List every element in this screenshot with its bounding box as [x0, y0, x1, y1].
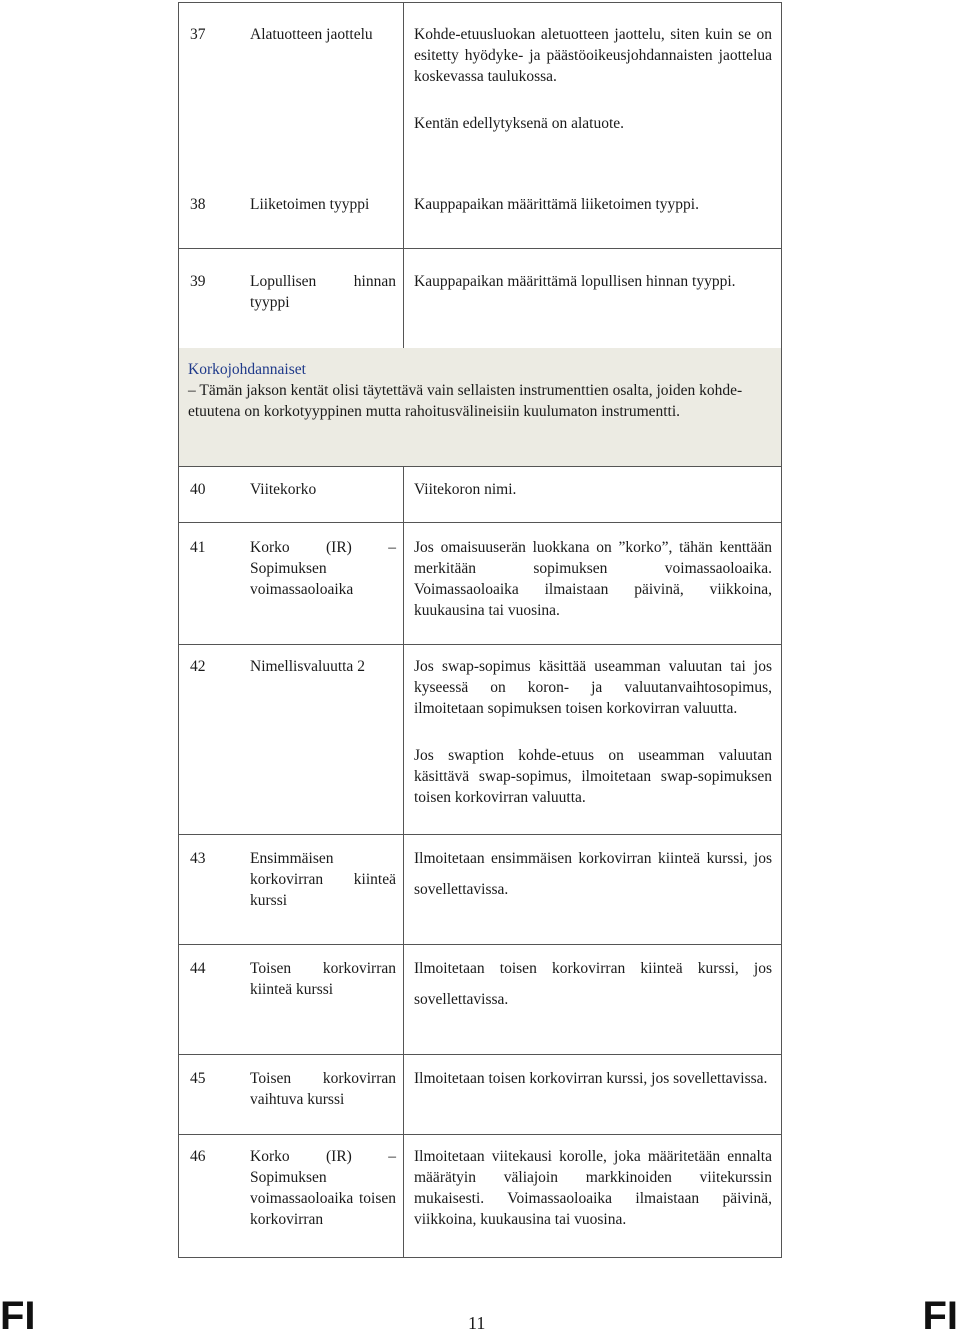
field-description: Viitekoron nimi. [414, 481, 517, 498]
field-number: 45 [190, 1070, 206, 1087]
field-description: Kauppapaikan määrittämä lopullisen hinnan tyyppi. [414, 273, 736, 290]
data-field-table [178, 2, 782, 1258]
row-divider [178, 834, 782, 835]
section-title: Korkojohdannaiset [188, 361, 306, 378]
field-name: Viitekorko [250, 481, 317, 498]
field-name: Toisen korkovirran vaihtuva kurssi [250, 1070, 396, 1108]
footer-language-code-right: FI [922, 1294, 958, 1338]
table-border-left [178, 2, 179, 1258]
field-name: Toisen korkovirran kiinteä kurssi [250, 960, 396, 998]
section-description: – Tämän jakson kentät olisi täytettävä vain sellaisten instrumenttien osalta, joiden kohde-etuutena on korkotyyppinen mutta rahoitusvälineisiin kuulumaton instrumentti. [188, 382, 743, 420]
description-paragraph: Kentän edellytyksenä on alatuote. [414, 115, 625, 132]
row-divider [178, 522, 782, 523]
footer-language-code-left: FI [0, 1294, 36, 1338]
field-number: 42 [190, 658, 206, 675]
table-border-top [178, 2, 782, 3]
row-divider [178, 248, 782, 249]
column-divider [403, 2, 404, 348]
field-number: 38 [190, 196, 206, 213]
field-name: Liiketoimen tyyppi [250, 196, 370, 213]
field-description: Ilmoitetaan toisen korkovirran kiinteä kurssi, jos sovellettavissa. [414, 960, 772, 1008]
table-border-right [781, 2, 782, 1258]
description-paragraph: Jos swap-sopimus käsittää useamman valuutan tai jos kyseessä on koron- ja valuutanvaihtosopimus, ilmoitetaan sopimuksen toisen korkovirran valuutta. [414, 658, 772, 717]
description-paragraph: Kohde-etuusluokan aletuotteen jaottelu, siten kuin se on esitetty hyödyke- ja päästöoikeusjohdannaisten jaottelua koskevassa taulukossa. [414, 26, 772, 85]
row-divider [178, 466, 782, 467]
field-name: Nimellisvaluutta 2 [250, 658, 365, 675]
field-description: Ilmoitetaan viitekausi korolle, joka määritetään ennalta määrätyin väliajoin markkinoiden viitekurssin mukaisesti. Voimassaoloaika ilmaistaan päivinä, viikkoina, kuukausina tai vuosina. [414, 1148, 772, 1228]
row-divider [178, 644, 782, 645]
field-number: 40 [190, 481, 206, 498]
field-name: Lopullisen hinnan tyyppi [250, 273, 396, 311]
field-number: 41 [190, 539, 206, 556]
field-description: Jos omaisuuserän luokkana on ”korko”, tähän kenttään merkitään sopimuksen voimassaoloaika. Voimassaoloaika ilmaistaan päivinä, viikkoina, kuukausina tai vuosina. [414, 539, 772, 619]
page-number: 11 [468, 1313, 486, 1333]
field-description [414, 24, 772, 134]
field-number: 43 [190, 850, 206, 867]
row-divider [178, 1054, 782, 1055]
field-name: Alatuotteen jaottelu [250, 26, 373, 43]
field-number: 39 [190, 273, 206, 290]
field-description: Ilmoitetaan toisen korkovirran kurssi, jos sovellettavissa. [414, 1070, 768, 1087]
description-paragraph: Jos swaption kohde-etuus on useamman valuutan käsittävä swap-sopimus, ilmoitetaan swap-sopimuksen toisen korkovirran valuutta. [414, 747, 772, 806]
field-number: 46 [190, 1148, 206, 1165]
column-divider [403, 466, 404, 1258]
field-name: Ensimmäisen korkovirran kiinteä kurssi [250, 850, 396, 909]
field-name: Korko (IR) – Sopimuksen voimassaoloaika toisen korkovirran [250, 1148, 396, 1228]
table-border-bottom [178, 1257, 782, 1258]
field-description [414, 656, 772, 808]
field-number: 37 [190, 26, 206, 43]
field-name: Korko (IR) – Sopimuksen voimassaoloaika [250, 539, 396, 598]
field-description: Ilmoitetaan ensimmäisen korkovirran kiinteä kurssi, jos sovellettavissa. [414, 850, 772, 898]
field-number: 44 [190, 960, 206, 977]
field-description: Kauppapaikan määrittämä liiketoimen tyyppi. [414, 196, 699, 213]
row-divider [178, 1134, 782, 1135]
row-divider [178, 944, 782, 945]
